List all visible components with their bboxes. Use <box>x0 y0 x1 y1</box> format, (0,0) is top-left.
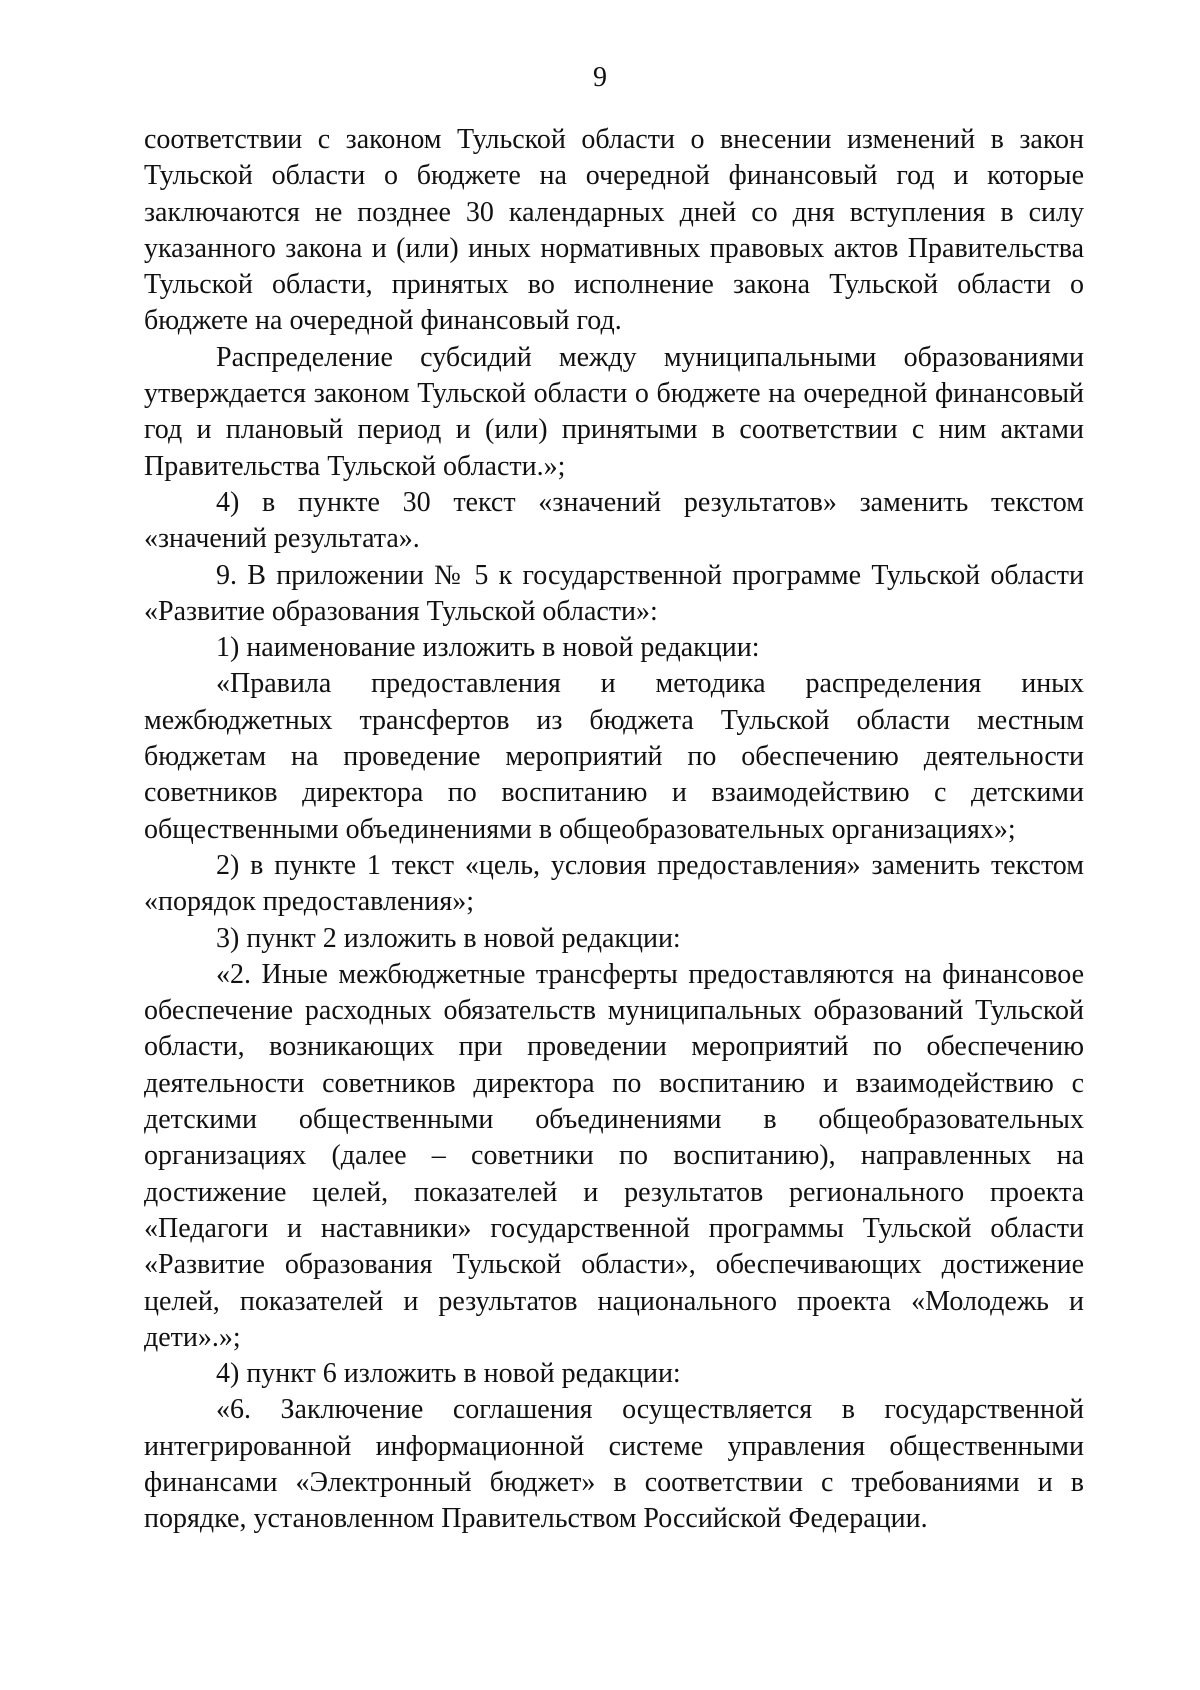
paragraph-item-3: 3) пункт 2 изложить в новой редакции: <box>216 922 681 954</box>
paragraph-rules-title: «Правила предоставления и методика распределения иных межбюджетных трансфертов из бюджета Тульской области местным бюджетам на проведение мероприятий по обеспечению деятельности советников директора по воспитанию и взаимодействию с детскими общественными объединениями в общеобразовательных организациях»; <box>144 668 1084 845</box>
paragraph-item-4: 4) пункт 6 изложить в новой редакции: <box>216 1358 681 1390</box>
paragraph-point-2-text: «2. Иные межбюджетные трансферты предоставляются на финансовое обеспечение расходных обязательств муниципальных образований Тульской области, возникающих при проведении мероприятий по обеспечению деятельности советников директора по воспитанию и взаимодействию с детскими общественными объединениями в общеобразовательных организациях (далее – советники по воспитанию), направленных на достижение целей, показателей и результатов регионального проекта «Педагоги и наставники» государственной программы Тульской области «Развитие образования Тульской области», обеспечивающих достижение целей, показателей и результатов национального проекта «Молодежь и дети».»; <box>144 958 1084 1353</box>
paragraph-continuation: соответствии с законом Тульской области о внесении изменений в закон Тульской области о бюджете на очередной финансовый год и которые заключаются не позднее 30 календарных дней со дня вступления в силу указанного закона и (или) иных нормативных правовых актов Правительства Тульской области, принятых во исполнение закона Тульской области о бюджете на очередной финансовый год. <box>144 124 1084 337</box>
paragraph-point-6-text: «6. Заключение соглашения осуществляется в государственной интегрированной информационной системе управления общественными финансами «Электронный бюджет» в соответствии с требованиями и в порядке, установленном Правительством Российской Федерации. <box>144 1394 1084 1535</box>
document-body <box>144 122 1084 1538</box>
paragraph-item-2: 2) в пункте 1 текст «цель, условия предоставления» заменить текстом «порядок предоставления»; <box>144 849 1084 918</box>
page-number: 9 <box>593 62 607 93</box>
paragraph-subsidy-distribution: Распределение субсидий между муниципальными образованиями утверждается законом Тульской области о бюджете на очередной финансовый год и плановый период и (или) принятыми в соответствии с ним актами Правительства Тульской области.»; <box>144 341 1084 482</box>
paragraph-item-1: 1) наименование изложить в новой редакции: <box>216 632 760 664</box>
paragraph-section-9: 9. В приложении № 5 к государственной программе Тульской области «Развитие образования Тульской области»: <box>144 559 1084 627</box>
paragraph-item-4-point-30: 4) в пункте 30 текст «значений результатов» заменить текстом «значений результата». <box>144 486 1084 555</box>
